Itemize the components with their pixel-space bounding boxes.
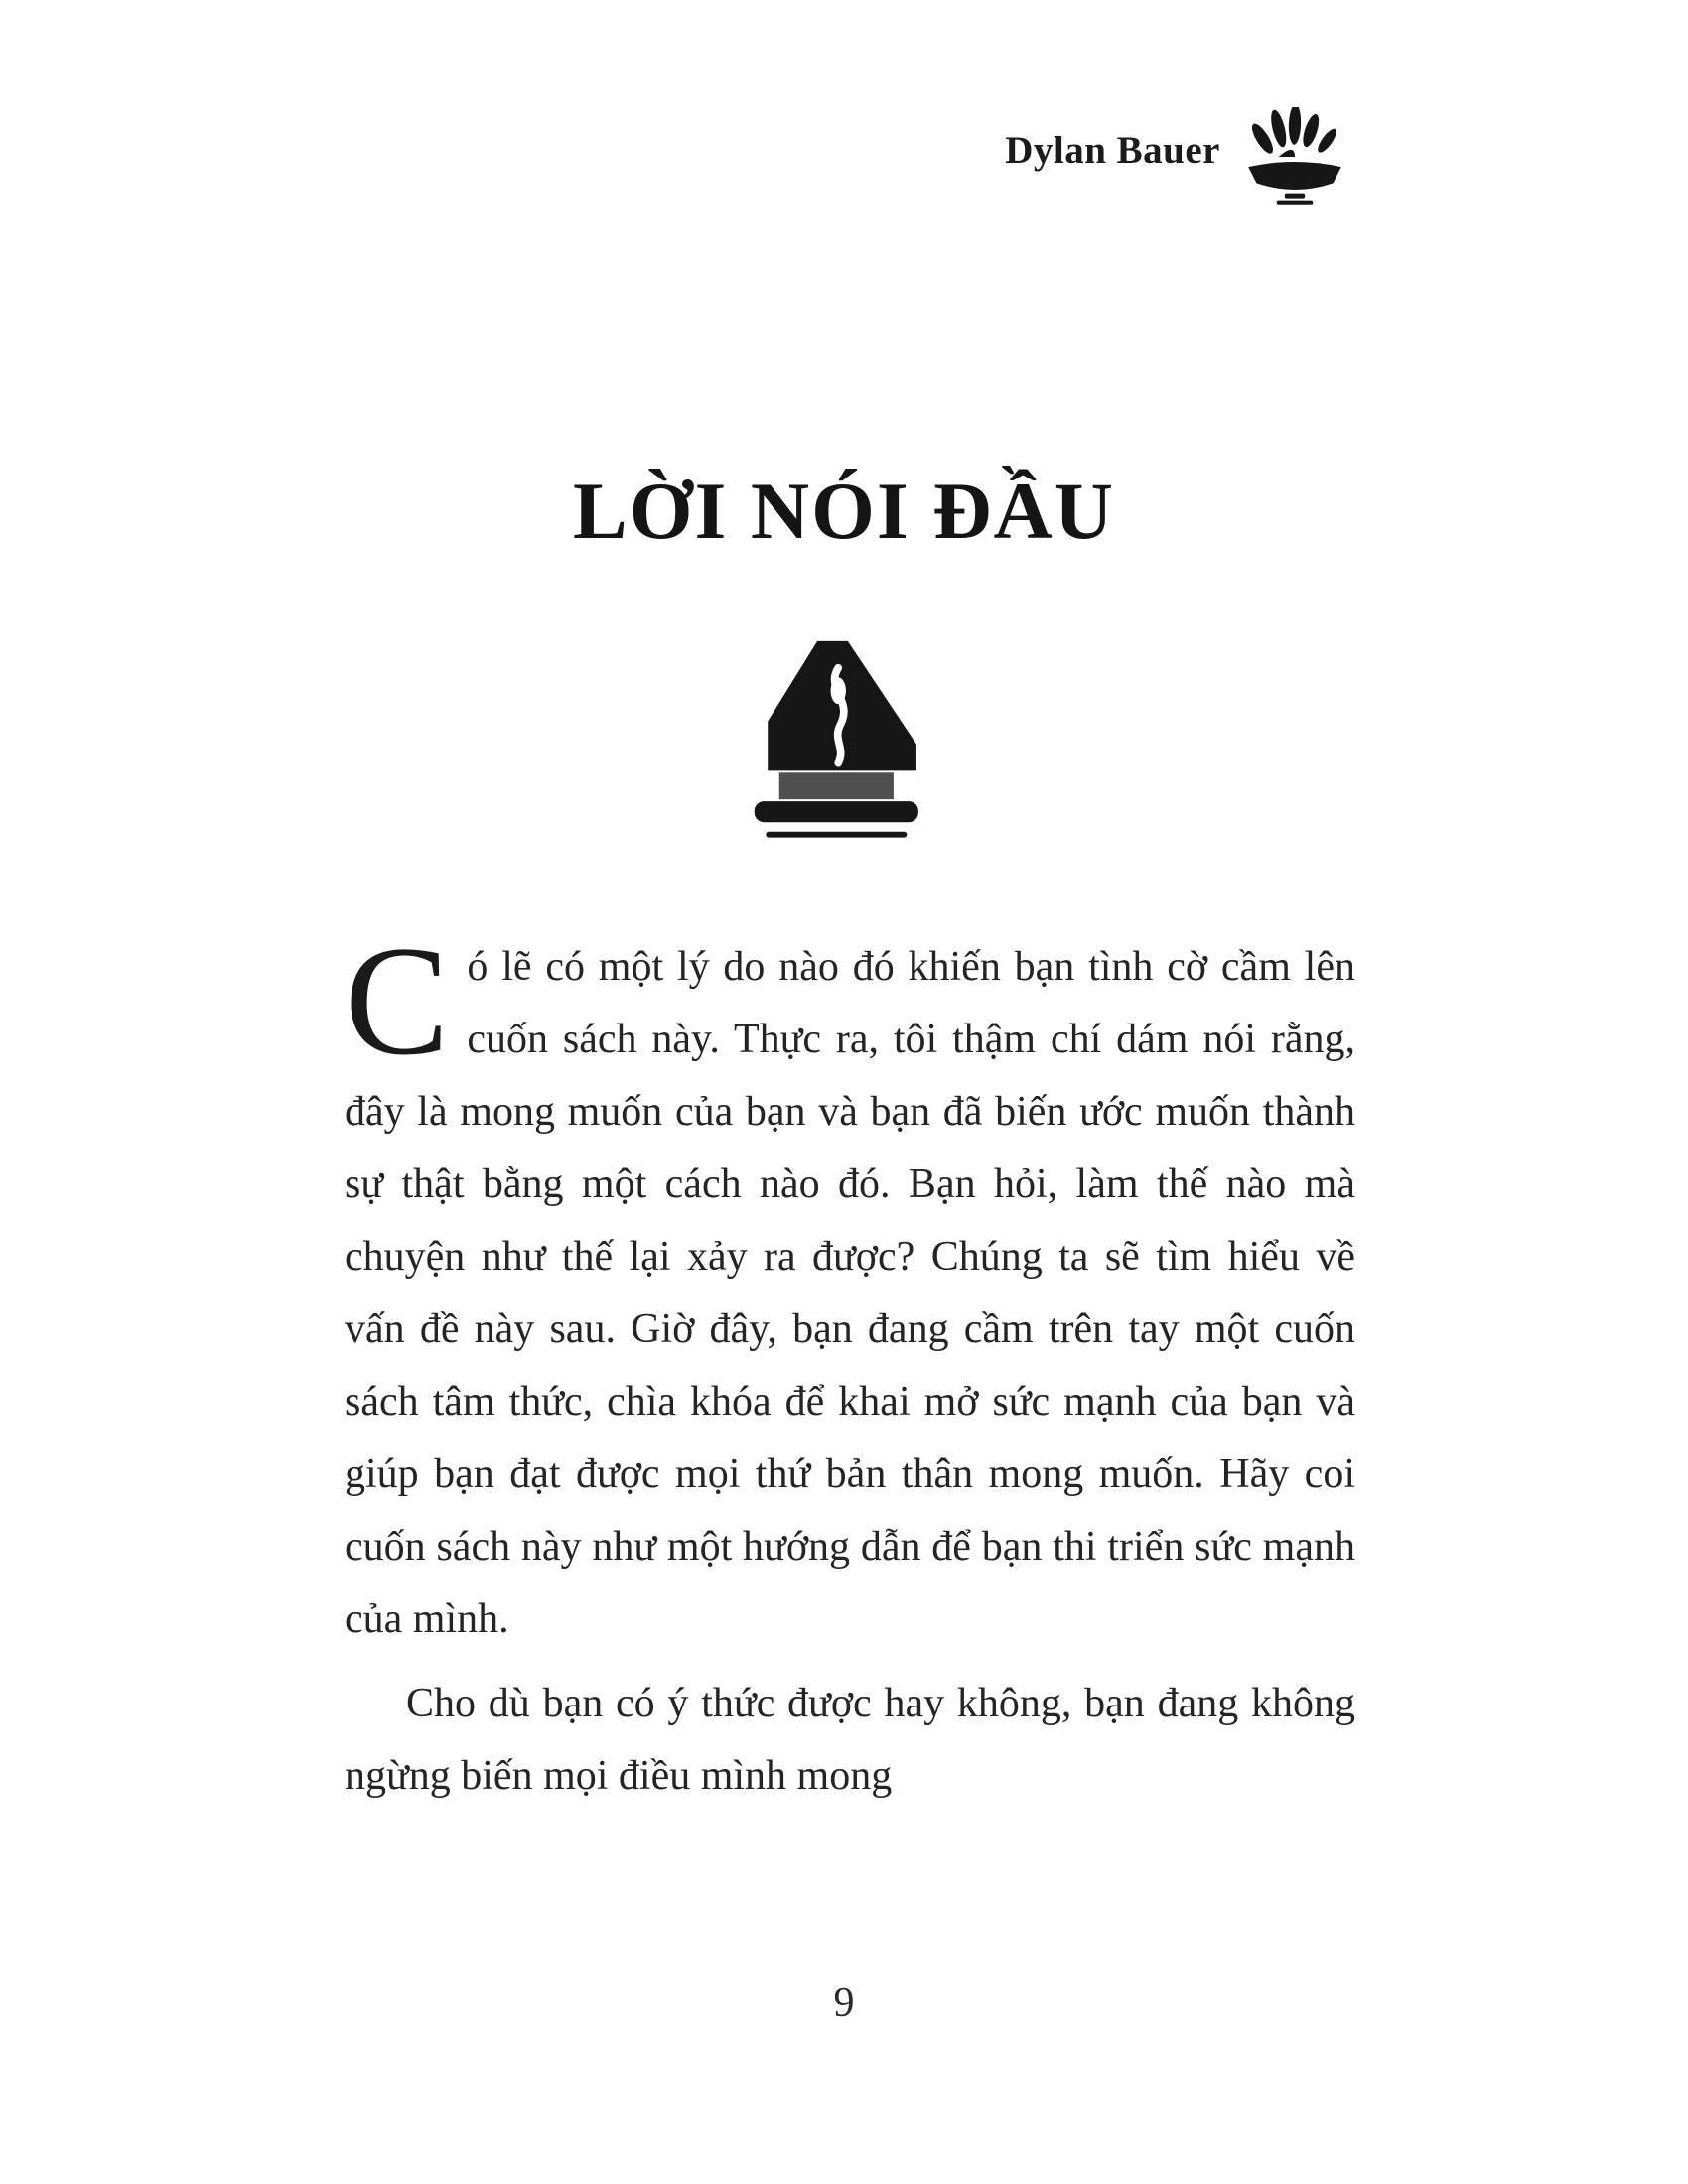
paragraph-2: Cho dù bạn có ý thức được hay không, bạn đang không ngừng biến mọi điều mình mong (345, 1681, 1355, 1799)
page-number: 9 (833, 1980, 855, 2026)
author-name: Dylan Bauer (1005, 128, 1220, 172)
page-header (343, 107, 1355, 210)
body-text (345, 914, 1355, 1813)
ink-lamp-ornament-icon (749, 838, 939, 855)
plant-in-bowl-icon (1234, 107, 1355, 210)
paragraph-1 (345, 914, 1355, 1656)
dropcap: C (345, 914, 450, 1088)
ornament-container (749, 637, 939, 856)
chapter-title: LỜI NÓI ĐẦU (573, 466, 1115, 556)
paragraph-1-text: ó lẽ có một lý do nào đó khiến bạn tình cờ cầm lên cuốn sách này. Thực ra, tôi thậm chí dám nói rằng, đây là mong muốn của bạn và bạn đã biến ước muốn thành sự thật bằng một cách nào đó. Bạn hỏi, làm thế nào mà chuyện như thế lại xảy ra được? Chúng ta sẽ tìm hiểu về vấn đề này sau. Giờ đây, bạn đang cầm trên tay một cuốn sách tâm thức, chìa khóa để khai mở sức mạnh của bạn và giúp bạn đạt được mọi thứ bản thân mong muốn. Hãy coi cuốn sách này như một hướng dẫn để bạn thi triển sức mạnh của mình. (345, 944, 1355, 1642)
